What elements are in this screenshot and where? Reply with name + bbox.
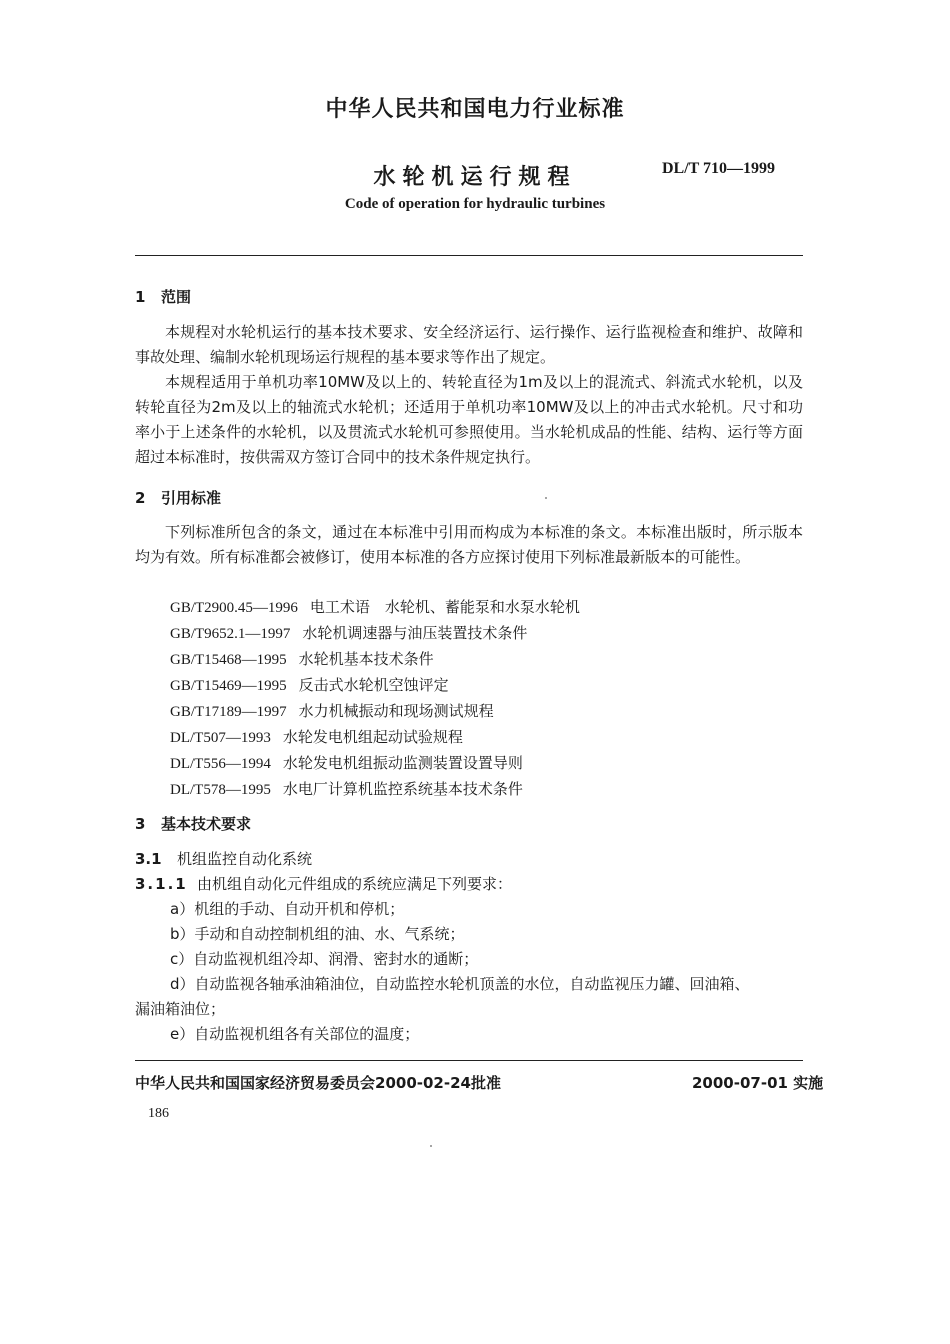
section-1-heading [135,286,191,307]
subsection-title: 由机组自动化元件组成的系统应满足下列要求： [197,875,513,893]
reference-name: 反击式水轮机空蚀评定 [298,676,449,694]
subsection-number: 3.1.1 [135,875,188,893]
reference-list [170,595,580,803]
list-item: e）自动监视机组各有关部位的温度； [170,1025,420,1043]
reference-item [170,595,580,621]
reference-item [170,699,580,725]
document-number: DL/T 710—1999 [662,160,776,177]
list-item [135,972,803,997]
requirement-list [135,897,803,1047]
section-number: 2 [135,489,146,507]
paragraph: 本规程适用于单机功率10MW及以上的、转轮直径为1m及以上的混流式、斜流式水轮机，以及转轮直径为2m及以上的轴流式水轮机；还适用于单机功率10MW及以上的冲击式水轮机。尺寸和功率小于上述条件的水轮机，以及贯流式水轮机可参照使用。当水轮机成品的性能、结构、运行等方面超过本标准时，按供需双方签订合同中的技术条件规定执行。 [135,373,803,466]
paragraph: 本规程对水轮机运行的基本技术要求、安全经济运行、运行操作、运行监视检查和维护、故障和事故处理、编制水轮机现场运行规程的基本要求等作出了规定。 [135,323,803,366]
reference-code: GB/T9652.1—1997 [170,626,291,642]
paragraph: 下列标准所包含的条文，通过在本标准中引用而构成为本标准的条文。本标准出版时，所示版本均为有效。所有标准都会被修订，使用本标准的各方应探讨使用下列标准最新版本的可能性。 [135,523,803,566]
reference-code: GB/T15468—1995 [170,652,287,668]
list-item: c）自动监视机组冷却、润滑、密封水的通断； [170,950,479,968]
footer-divider [135,1060,803,1061]
section-number: 1 [135,288,146,306]
reference-item [170,751,580,777]
section-title: 范围 [161,288,192,306]
list-item-text: d）自动监视各轴承油箱油位，自动监控水轮机顶盖的水位，自动监视压力罐、回油箱、 [170,975,750,993]
implementation-date: 2000-07-01 实施 [692,1074,824,1092]
scan-speck [545,497,547,499]
section-2-heading [135,487,221,508]
reference-name: 水轮机调速器与油压装置技术条件 [302,624,528,642]
subsection-number: 3.1 [135,850,162,868]
section-title: 引用标准 [161,489,222,507]
reference-item [170,673,580,699]
document-title-english: Code of operation for hydraulic turbines [344,196,606,212]
reference-item [170,647,580,673]
page-number: 186 [148,1106,169,1121]
reference-name: 水轮机基本技术条件 [298,650,434,668]
reference-code: DL/T578—1995 [170,782,271,798]
section-title: 基本技术要求 [161,815,252,833]
list-item-continuation: 漏油箱油位； [135,1000,226,1018]
reference-code: DL/T507—1993 [170,730,271,746]
section-number: 3 [135,815,146,833]
subsection-3-1-1-heading [135,873,512,894]
reference-code: GB/T15469—1995 [170,678,287,694]
agency-title: 中华人民共和国电力行业标准 [325,97,625,122]
reference-name: 水轮发电机组起动试验规程 [282,728,463,746]
reference-item [170,725,580,751]
reference-code: GB/T2900.45—1996 [170,600,298,616]
section-1-body [135,320,803,470]
reference-item [170,777,580,803]
scan-speck [430,1145,432,1147]
section-3-heading [135,813,251,834]
reference-name: 电工术语 水轮机、蓄能泵和水泵水轮机 [309,598,580,616]
header-divider [135,255,803,256]
reference-name: 水电厂计算机监控系统基本技术条件 [282,780,523,798]
section-2-body [135,520,803,570]
document-title: 水轮机运行规程 [373,165,577,190]
list-item: b）手动和自动控制机组的油、水、气系统； [170,925,465,943]
reference-code: GB/T17189—1997 [170,704,287,720]
reference-code: DL/T556—1994 [170,756,271,772]
subsection-title: 机组监控自动化系统 [177,850,313,868]
reference-item [170,621,580,647]
subsection-3-1-heading [135,848,312,869]
list-item: a）机组的手动、自动开机和停机； [170,900,405,918]
reference-name: 水轮发电机组振动监测装置设置导则 [282,754,523,772]
approval-line: 中华人民共和国国家经济贸易委员会2000-02-24批准 [135,1074,501,1092]
reference-name: 水力机械振动和现场测试规程 [298,702,494,720]
